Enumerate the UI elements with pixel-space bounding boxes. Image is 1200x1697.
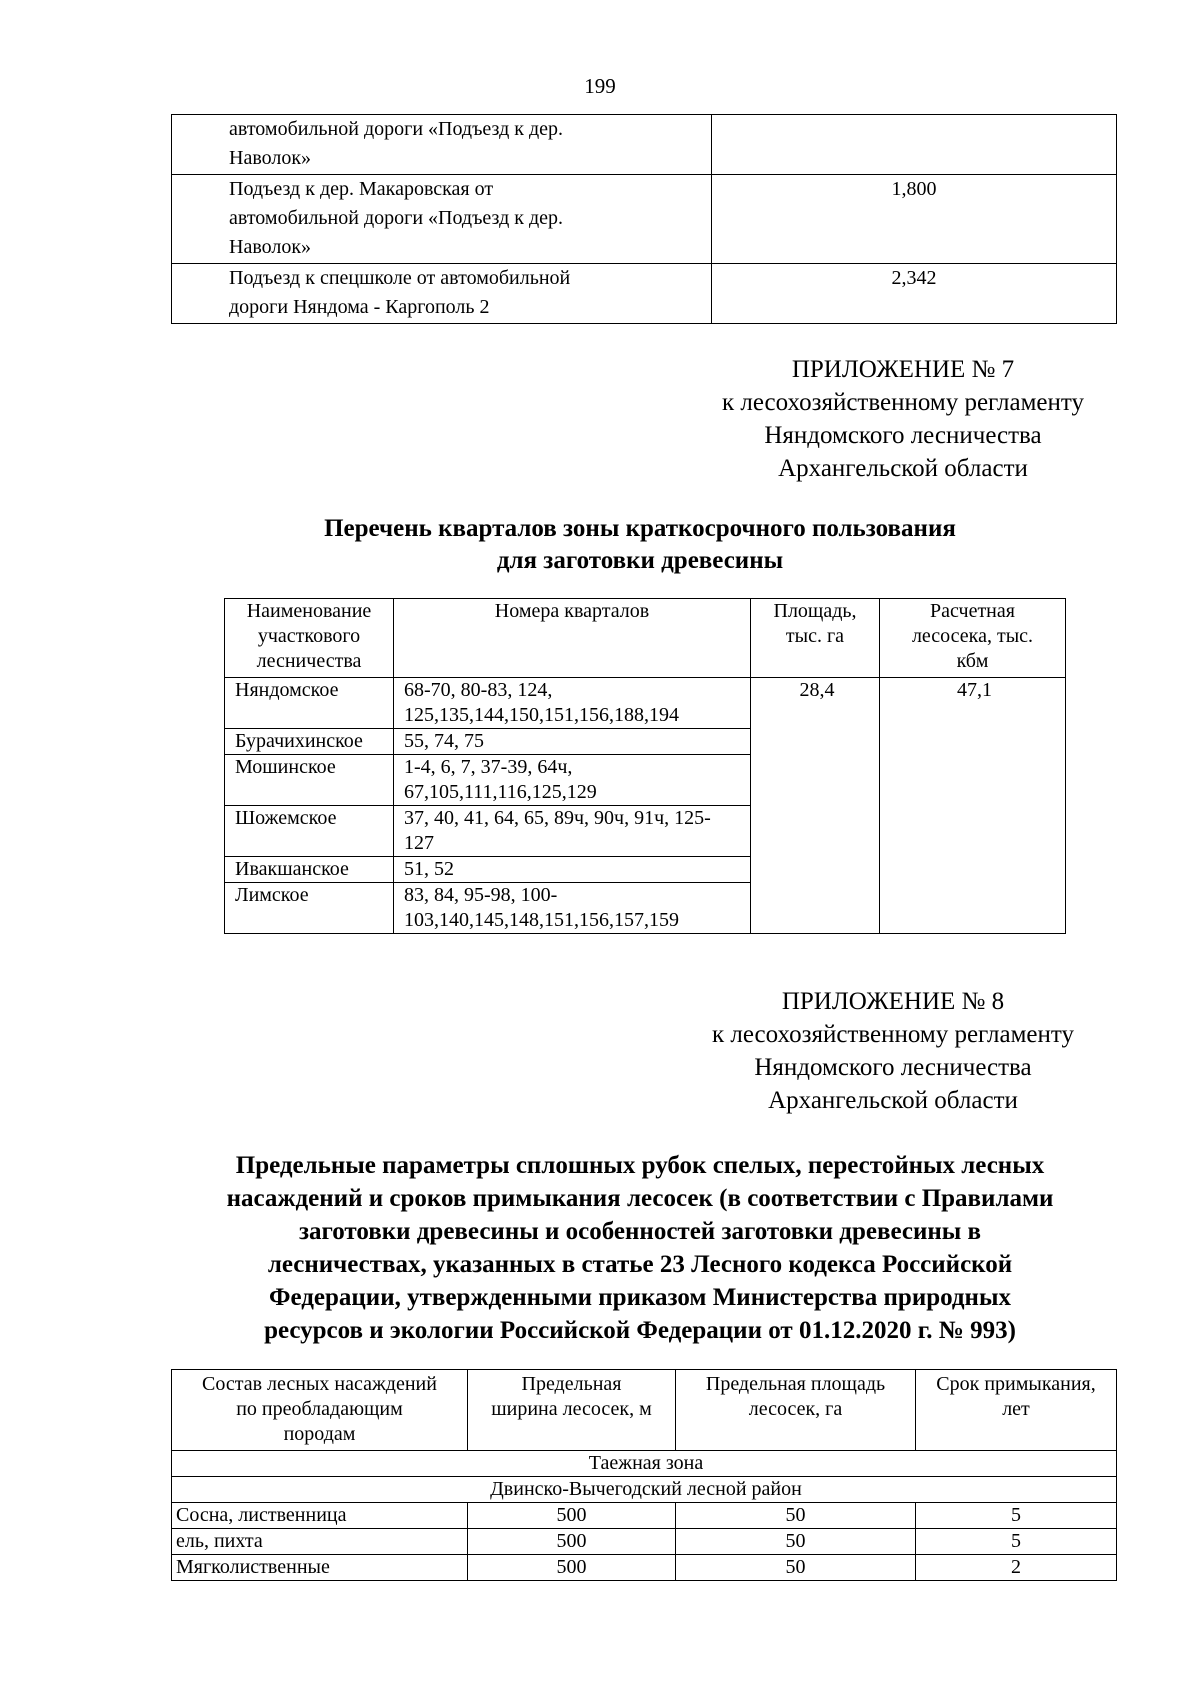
species-cell: Мягколиственные bbox=[172, 1555, 468, 1581]
text-line: Предельная bbox=[521, 1373, 622, 1395]
roads-table-continuation bbox=[171, 114, 1117, 324]
header-cell bbox=[225, 599, 394, 678]
text-line: Наименование bbox=[246, 600, 372, 622]
appendix-subtitle: Няндомского лесничества bbox=[754, 1054, 1032, 1081]
text-line: дороги Няндома - Каргополь 2 bbox=[229, 296, 490, 318]
appendix-title: ПРИЛОЖЕНИЕ № 7 bbox=[791, 356, 1015, 383]
appendix-title: ПРИЛОЖЕНИЕ № 8 bbox=[781, 988, 1005, 1015]
header-cell bbox=[751, 599, 880, 678]
appendix-subtitle: к лесохозяйственному регламенту bbox=[711, 1021, 1075, 1048]
quarters-cell bbox=[394, 755, 751, 806]
table-row bbox=[172, 1555, 1117, 1581]
forestry-name-cell: Шожемское bbox=[225, 806, 394, 857]
text-line: породам bbox=[283, 1423, 356, 1445]
quarters-table bbox=[224, 598, 1066, 934]
width-cell: 500 bbox=[468, 1555, 676, 1581]
text-line: 55, 74, 75 bbox=[404, 730, 484, 752]
text-line: Номера кварталов bbox=[494, 600, 650, 622]
text-line: автомобильной дороги «Подъезд к дер. bbox=[229, 118, 564, 140]
text-line: Площадь, bbox=[773, 600, 857, 622]
header-cell bbox=[468, 1370, 676, 1451]
title-line: Перечень кварталов зоны краткосрочного пользования bbox=[324, 515, 956, 542]
header-cell bbox=[394, 599, 751, 678]
width-cell: 500 bbox=[468, 1503, 676, 1529]
title-line: для заготовки древесины bbox=[496, 547, 784, 574]
species-cell: ель, пихта bbox=[172, 1529, 468, 1555]
text-line: лесосек, га bbox=[748, 1398, 843, 1420]
term-cell: 2 bbox=[916, 1555, 1117, 1581]
appendix-subtitle: к лесохозяйственному регламенту bbox=[721, 389, 1085, 416]
text-line: 125,135,144,150,151,156,188,194 bbox=[404, 704, 679, 726]
table-row bbox=[172, 175, 1117, 264]
title-line: насаждений и сроков примыкания лесосек (в соответствии с Правилами bbox=[226, 1185, 1054, 1212]
text-line: Предельная площадь bbox=[705, 1373, 886, 1395]
text-line: автомобильной дороги «Подъезд к дер. bbox=[229, 207, 564, 229]
text-line: 83, 84, 95-98, 100- bbox=[404, 884, 558, 906]
title-line: ресурсов и экологии Российской Федерации от 01.12.2020 г. № 993) bbox=[264, 1317, 1016, 1344]
width-cell: 500 bbox=[468, 1529, 676, 1555]
text-line: Наволок» bbox=[229, 236, 312, 258]
forestry-name-cell: Лимское bbox=[225, 883, 394, 934]
area-cell: 50 bbox=[676, 1555, 916, 1581]
road-name-cell bbox=[172, 175, 712, 264]
table-row bbox=[225, 678, 1066, 729]
text-line: по преобладающим bbox=[236, 1398, 403, 1420]
road-length-cell: 1,800 bbox=[712, 175, 1117, 264]
appendix-8-title bbox=[140, 1149, 1140, 1347]
area-cell: 50 bbox=[676, 1529, 916, 1555]
road-length-cell bbox=[712, 115, 1117, 175]
table-row bbox=[172, 115, 1117, 175]
title-line: Федерации, утвержденными приказом Министерства природных bbox=[269, 1284, 1011, 1311]
area-cell: 50 bbox=[676, 1503, 916, 1529]
title-line: Предельные параметры сплошных рубок спелых, перестойных лесных bbox=[235, 1152, 1045, 1179]
text-line: 68-70, 80-83, 124, bbox=[404, 679, 553, 701]
header-cell bbox=[172, 1370, 468, 1451]
text-line: 1-4, 6, 7, 37-39, 64ч, bbox=[404, 756, 573, 778]
text-line: Наволок» bbox=[229, 147, 312, 169]
forestry-name-cell: Няндомское bbox=[225, 678, 394, 729]
area-cell: 28,4 bbox=[751, 678, 880, 934]
quarters-cell bbox=[394, 857, 751, 883]
header-cell bbox=[916, 1370, 1117, 1451]
quarters-cell bbox=[394, 729, 751, 755]
text-line: 37, 40, 41, 64, 65, 89ч, 90ч, 91ч, 125- bbox=[404, 807, 711, 829]
forestry-name-cell: Мошинское bbox=[225, 755, 394, 806]
appendix-7-header bbox=[668, 353, 1138, 485]
appendix-subtitle: Архангельской области bbox=[768, 1087, 1018, 1114]
title-line: заготовки древесины и особенностей заготовки древесины в bbox=[298, 1218, 982, 1245]
district-cell: Двинско-Вычегодский лесной район bbox=[172, 1477, 1117, 1503]
zone-cell: Таежная зона bbox=[172, 1451, 1117, 1477]
text-line: кбм bbox=[956, 650, 989, 672]
title-line: лесничествах, указанных в статье 23 Лесного кодекса Российской bbox=[267, 1251, 1013, 1278]
road-name-cell bbox=[172, 115, 712, 175]
table-header-row bbox=[225, 599, 1066, 678]
quarters-cell bbox=[394, 806, 751, 857]
text-line: участкового bbox=[257, 625, 361, 647]
road-name-cell bbox=[172, 264, 712, 324]
zone-row bbox=[172, 1451, 1117, 1477]
appendix-7-title bbox=[200, 513, 1080, 577]
text-line: 51, 52 bbox=[404, 858, 454, 880]
forestry-name-cell: Ивакшанское bbox=[225, 857, 394, 883]
quarters-cell bbox=[394, 678, 751, 729]
text-line: тыс. га bbox=[785, 625, 845, 647]
header-cell bbox=[880, 599, 1066, 678]
table-row bbox=[172, 264, 1117, 324]
text-line: 103,140,145,148,151,156,157,159 bbox=[404, 909, 679, 931]
text-line: ширина лесосек, м bbox=[491, 1398, 652, 1420]
text-line: 127 bbox=[404, 832, 434, 854]
table-row bbox=[172, 1529, 1117, 1555]
species-cell: Сосна, лиственница bbox=[172, 1503, 468, 1529]
term-cell: 5 bbox=[916, 1529, 1117, 1555]
appendix-subtitle: Архангельской области bbox=[778, 455, 1028, 482]
text-line: Срок примыкания, bbox=[936, 1373, 1096, 1395]
appendix-subtitle: Няндомского лесничества bbox=[764, 422, 1042, 449]
appendix-8-header bbox=[658, 985, 1128, 1117]
text-line: лет bbox=[1002, 1398, 1030, 1420]
header-cell bbox=[676, 1370, 916, 1451]
forestry-name-cell: Бурачихинское bbox=[225, 729, 394, 755]
text-line: Подъезд к дер. Макаровская от bbox=[229, 178, 494, 200]
cut-volume-cell: 47,1 bbox=[880, 678, 1066, 934]
text-line: лесосека, тыс. bbox=[911, 625, 1034, 647]
text-line: 67,105,111,116,125,129 bbox=[404, 781, 597, 803]
text-line: Подъезд к спецшколе от автомобильной bbox=[229, 267, 571, 289]
table-row bbox=[172, 1503, 1117, 1529]
text-line: Состав лесных насаждений bbox=[202, 1373, 437, 1395]
district-row bbox=[172, 1477, 1117, 1503]
clearcut-parameters-table bbox=[171, 1369, 1117, 1581]
table-header-row bbox=[172, 1370, 1117, 1451]
quarters-cell bbox=[394, 883, 751, 934]
road-length-cell: 2,342 bbox=[712, 264, 1117, 324]
text-line: Расчетная bbox=[930, 600, 1015, 622]
term-cell: 5 bbox=[916, 1503, 1117, 1529]
text-line: лесничества bbox=[256, 650, 362, 672]
page-number: 199 bbox=[584, 74, 616, 98]
